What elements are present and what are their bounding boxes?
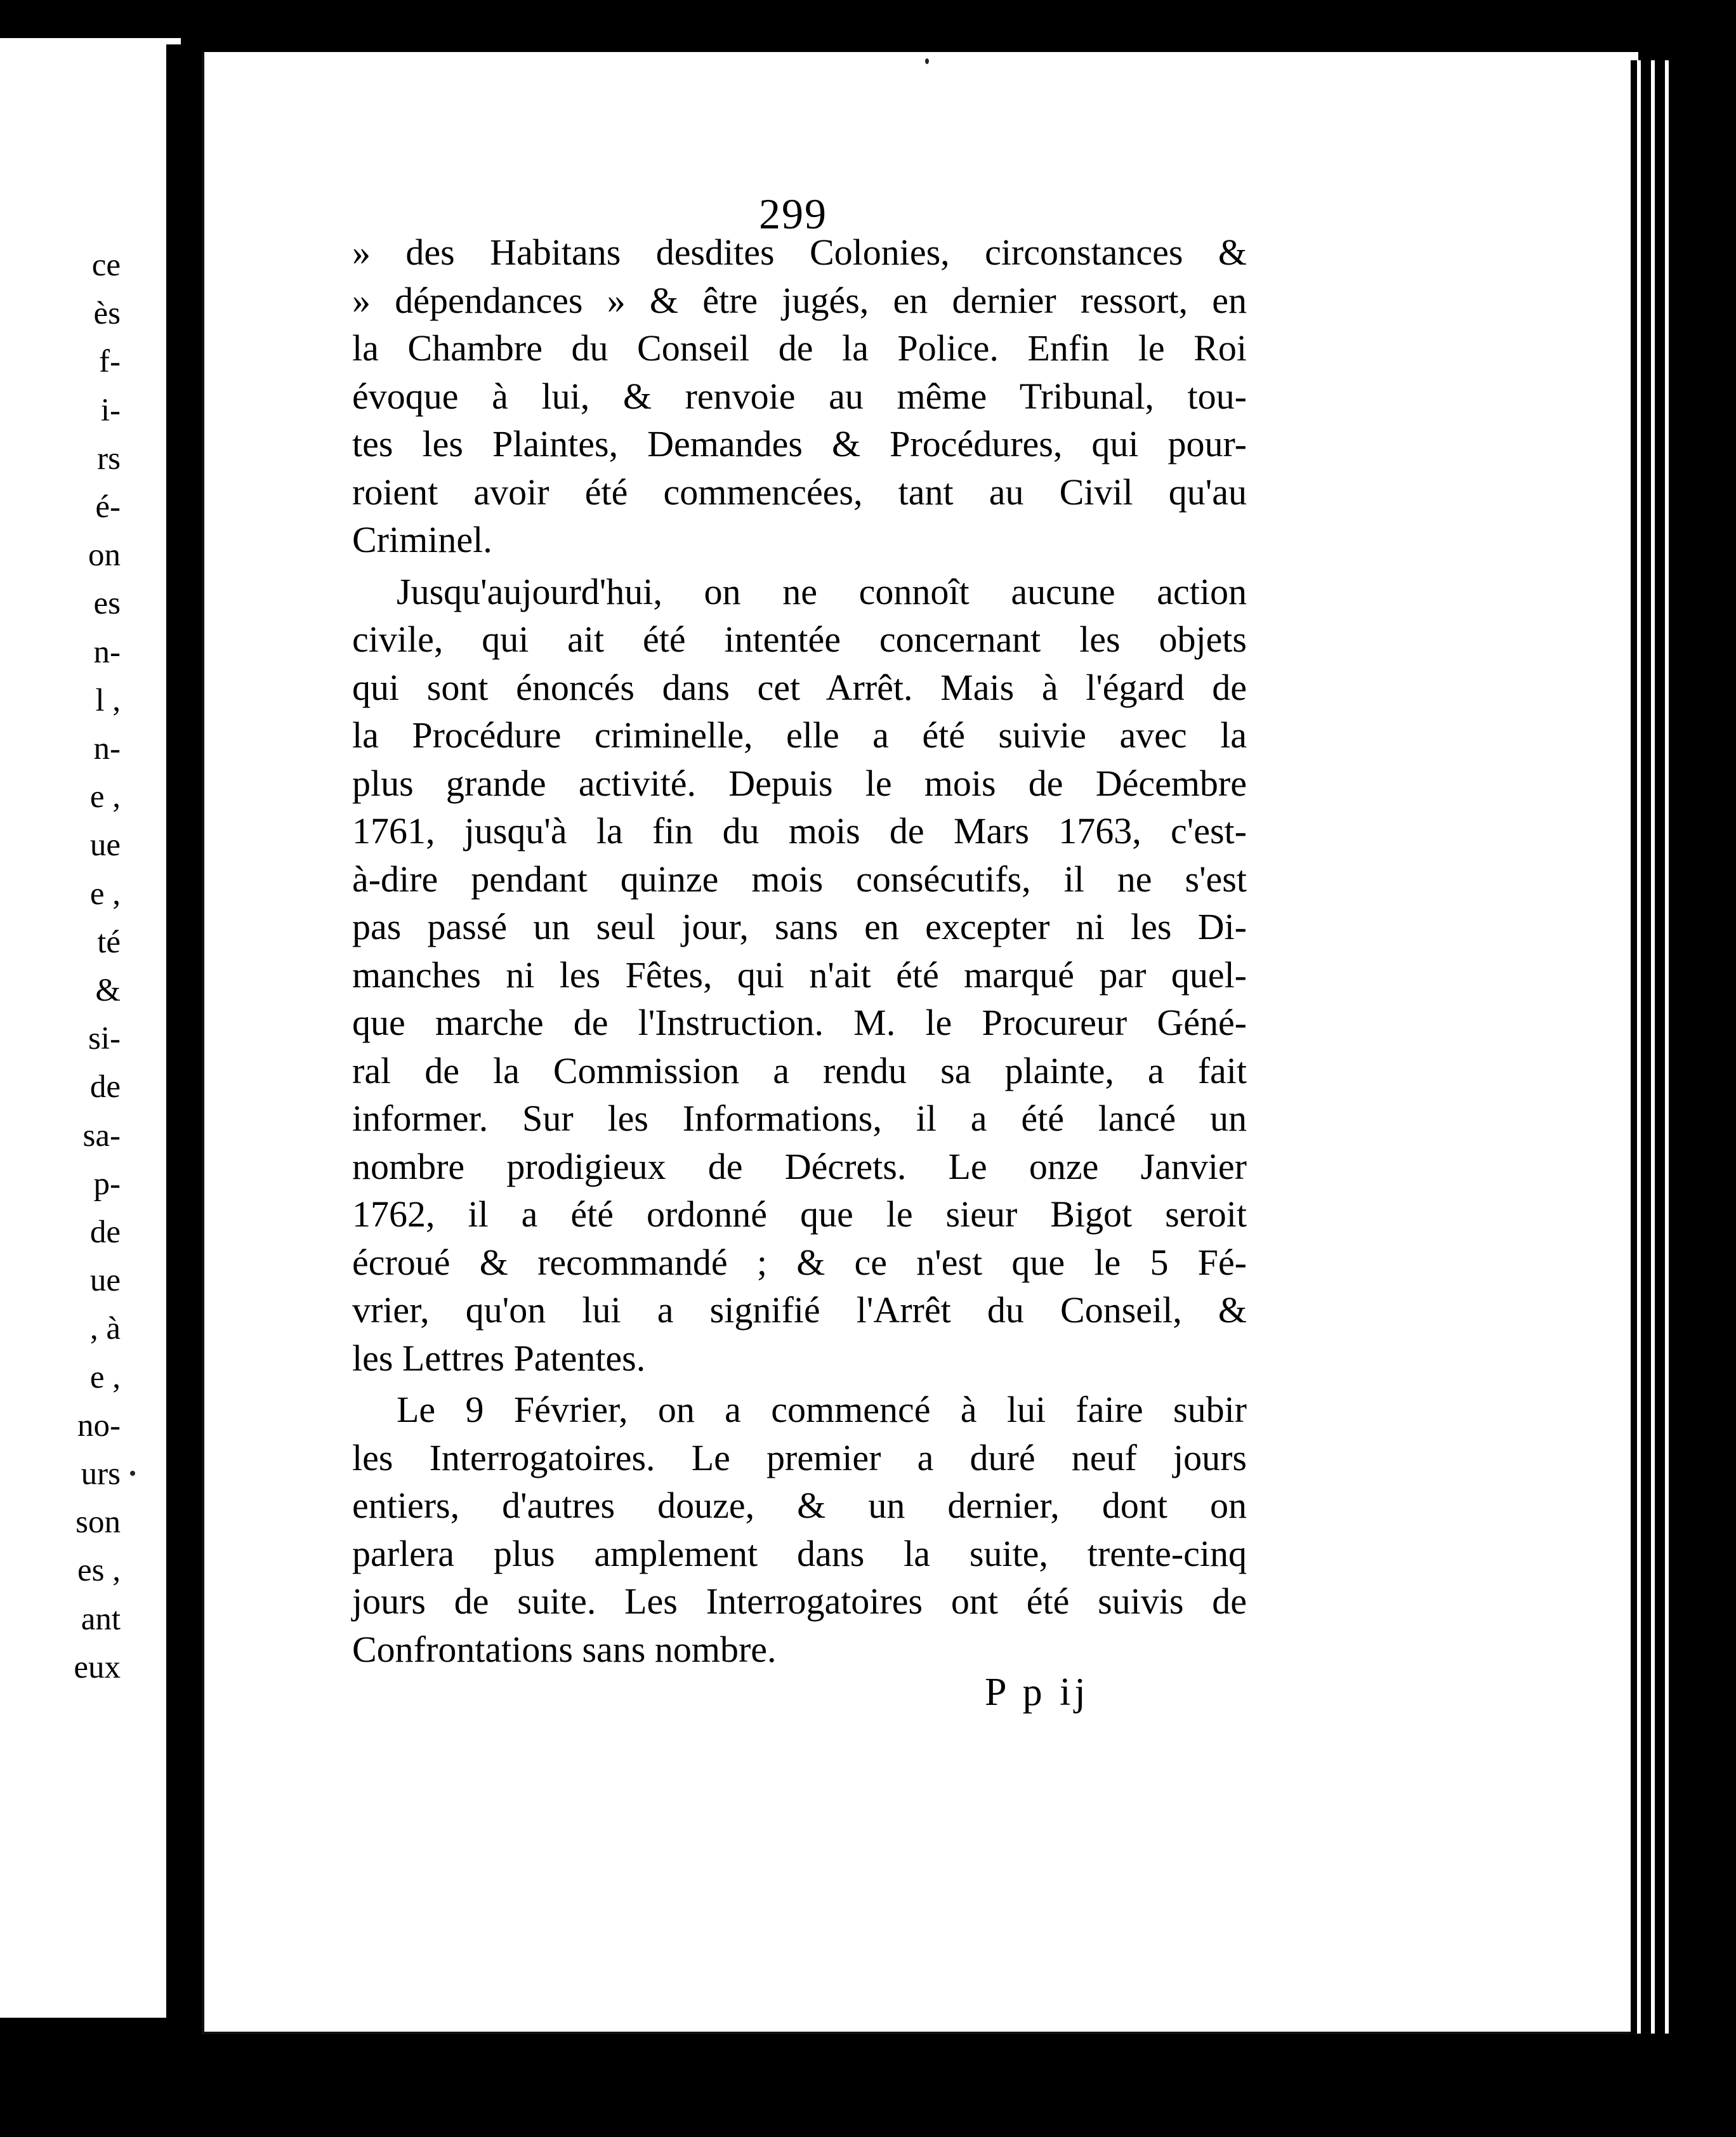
left-page-fragment: no- <box>77 1407 121 1443</box>
left-facing-page <box>0 38 181 2018</box>
book-gutter <box>166 44 198 2018</box>
left-page-fragment: p- <box>93 1166 121 1202</box>
left-page-text-fragments <box>0 241 121 1692</box>
text-line: Criminel. <box>352 519 492 560</box>
body-text <box>352 228 1247 1673</box>
left-page-fragment: n- <box>93 634 121 670</box>
left-page-fragment: ue <box>89 1263 121 1299</box>
paragraph <box>352 1386 1247 1673</box>
left-page-fragment: rs <box>97 440 121 477</box>
text-line: entiers, d'autres douze, & un dernier, dont on <box>352 1485 1247 1526</box>
left-page-fragment: e , <box>89 1359 121 1395</box>
left-page-fragment: f- <box>99 344 121 380</box>
text-line: à-dire pendant quinze mois consécutifs, il ne s'est <box>352 858 1247 900</box>
text-line: vrier, qu'on lui a signifié l'Arrêt du Conseil, & <box>352 1289 1247 1331</box>
text-line: ral de la Commission a rendu sa plainte, a fait <box>352 1049 1247 1091</box>
left-page-fragment: é- <box>95 489 121 525</box>
left-page-fragment: e , <box>89 779 121 815</box>
left-page-fragment: eux <box>74 1649 121 1685</box>
text-line: que marche de l'Instruction. M. le Procureur Géné- <box>352 1002 1247 1043</box>
text-line: informer. Sur les Informations, il a été lancé un <box>352 1098 1247 1139</box>
signature-mark: P p ij <box>985 1671 1089 1714</box>
paragraph <box>352 568 1247 1383</box>
text-line: » dépendances » & être jugés, en dernier ressort, en <box>352 279 1247 321</box>
left-page-fragment: ue <box>89 827 121 864</box>
paper-speck <box>130 1471 135 1476</box>
text-line: plus grande activité. Depuis le mois de Décembre <box>352 762 1247 804</box>
text-line: civile, qui ait été intentée concernant les objets <box>352 619 1247 660</box>
text-line: manches ni les Fêtes, qui n'ait été marqué par quel- <box>352 954 1247 996</box>
left-page-fragment: ès <box>93 296 121 332</box>
page-number: 299 <box>759 190 827 238</box>
text-line: la Chambre du Conseil de la Police. Enfin le Roi <box>352 327 1247 369</box>
left-page-fragment: si- <box>88 1021 121 1057</box>
left-page-fragment: l , <box>95 682 121 718</box>
paragraph <box>352 228 1247 564</box>
text-line: parlera plus amplement dans la suite, trente-cinq <box>352 1532 1247 1574</box>
text-line: la Procédure criminelle, elle a été suivie avec la <box>352 714 1247 756</box>
left-page-fragment: , à <box>89 1311 121 1347</box>
left-page-fragment: té <box>97 924 121 960</box>
text-line: les Interrogatoires. Le premier a duré neuf jours <box>352 1437 1247 1478</box>
text-line: roient avoir été commencées, tant au Civil qu'au <box>352 471 1247 513</box>
left-page-fragment: ant <box>81 1601 121 1637</box>
text-line: les Lettres Patentes. <box>352 1337 646 1379</box>
page-edges <box>1631 60 1713 2034</box>
text-line: » des Habitans desdites Colonies, circonstances & <box>352 232 1247 273</box>
left-page-fragment: i- <box>100 392 121 428</box>
left-page-fragment: sa- <box>82 1117 121 1154</box>
text-line: qui sont énoncés dans cet Arrêt. Mais à l'égard de <box>352 666 1247 708</box>
paper-speck <box>925 58 929 64</box>
text-line: pas passé un seul jour, sans en excepter ni les Di- <box>352 906 1247 947</box>
left-page-fragment: n- <box>93 731 121 767</box>
text-line: évoque à lui, & renvoie au même Tribunal, tou- <box>352 375 1247 417</box>
text-line: 1761, jusqu'à la fin du mois de Mars 1763, c'est- <box>352 810 1247 852</box>
text-line: Confrontations sans nombre. <box>352 1628 777 1670</box>
text-line: 1762, il a été ordonné que le sieur Bigot seroit <box>352 1193 1247 1235</box>
left-page-fragment: de <box>89 1214 121 1251</box>
left-page-fragment: & <box>95 973 121 1009</box>
left-page-fragment: e , <box>89 876 121 912</box>
left-page-fragment: urs <box>81 1456 121 1492</box>
left-page-fragment: es <box>93 586 121 622</box>
left-page-fragment: on <box>88 537 121 574</box>
text-line: Jusqu'aujourd'hui, on ne connoît aucune action <box>397 570 1247 612</box>
left-page-fragment: es , <box>77 1553 121 1589</box>
text-line: nombre prodigieux de Décrets. Le onze Janvier <box>352 1145 1247 1187</box>
text-line: tes les Plaintes, Demandes & Procédures, qui pour- <box>352 423 1247 464</box>
text-line: jours de suite. Les Interrogatoires ont été suivis de <box>352 1581 1247 1622</box>
left-page-fragment: de <box>89 1069 121 1105</box>
left-page-fragment: son <box>76 1504 121 1541</box>
text-line: Le 9 Février, on a commencé à lui faire subir <box>397 1389 1247 1430</box>
text-line: écroué & recommandé ; & ce n'est que le 5 Fé- <box>352 1241 1247 1283</box>
left-page-fragment: ce <box>91 247 121 283</box>
